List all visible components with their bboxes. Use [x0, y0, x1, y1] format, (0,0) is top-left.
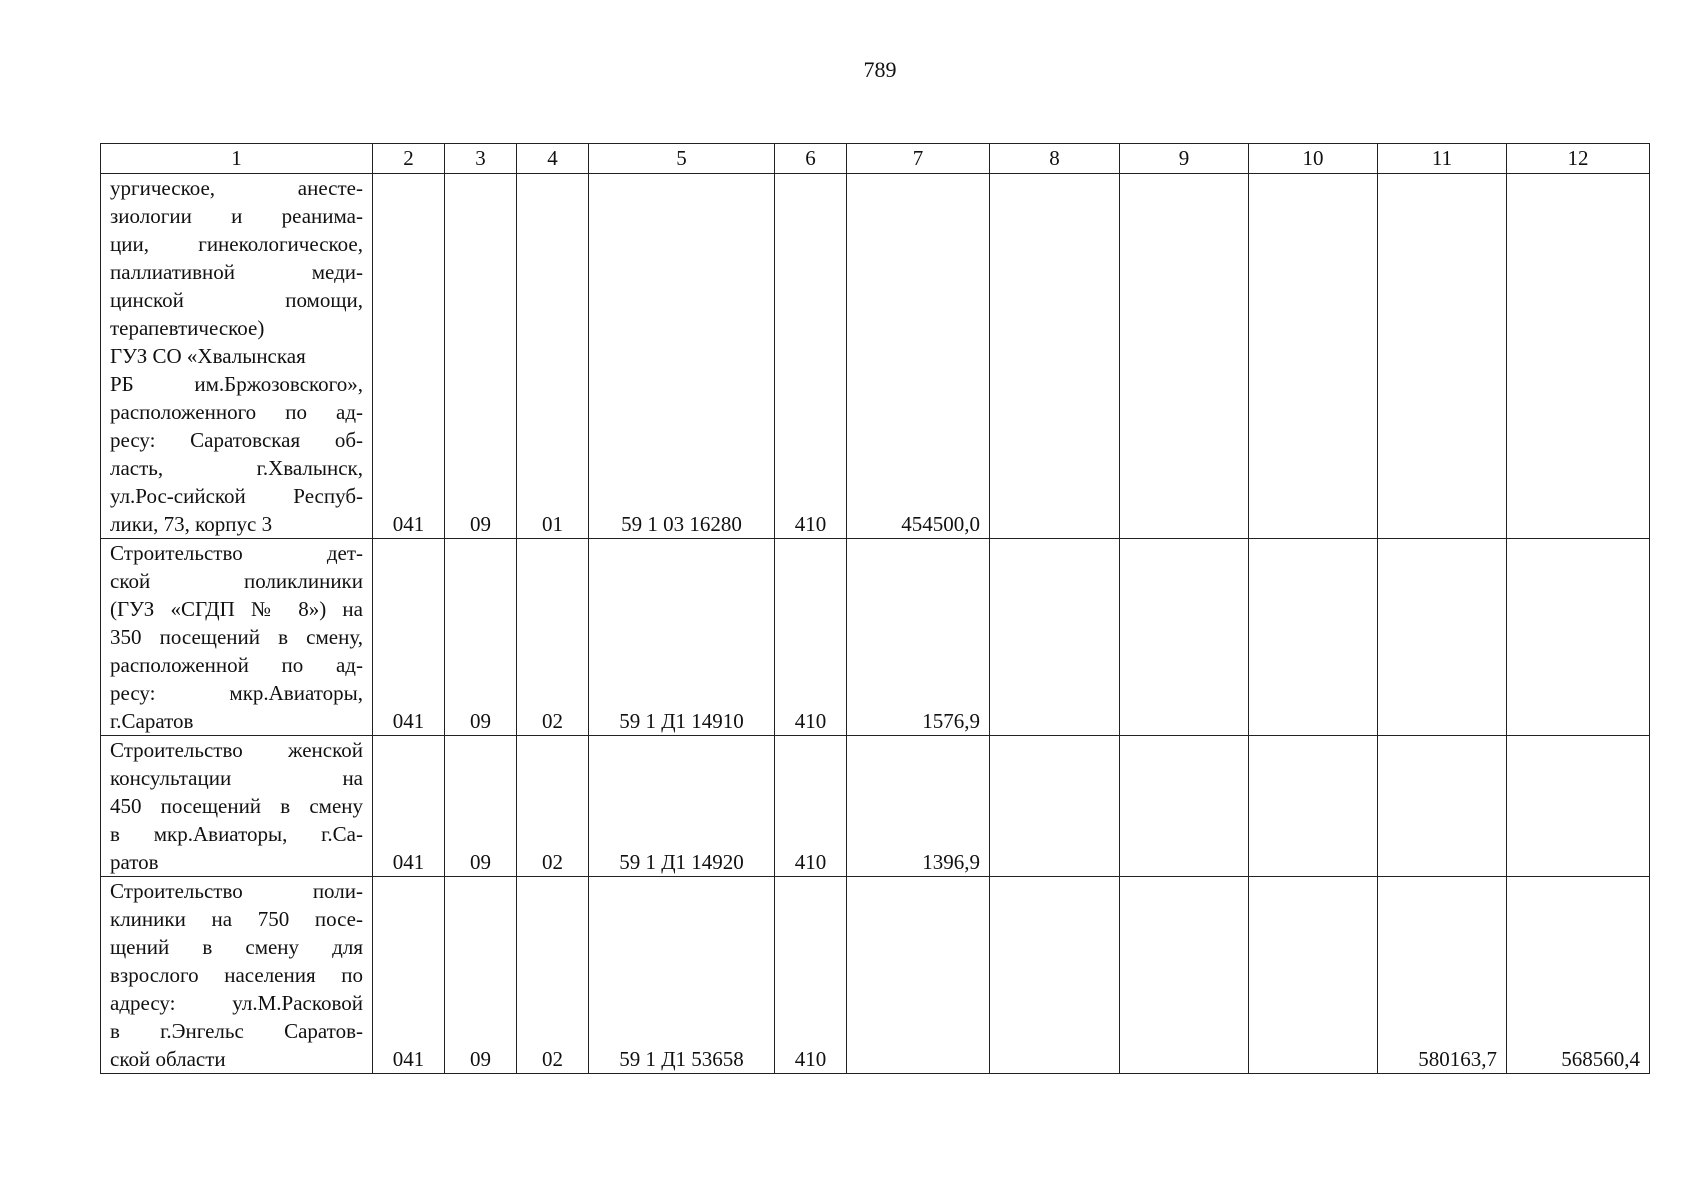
cell-amount-8 — [990, 174, 1120, 539]
cell-subsection: 02 — [517, 539, 589, 736]
column-header: 3 — [445, 144, 517, 174]
column-header: 5 — [589, 144, 775, 174]
cell-amount-10 — [1249, 736, 1378, 877]
cell-amount-11 — [1378, 174, 1507, 539]
cell-ministry-code: 041 — [373, 736, 445, 877]
cell-amount-8 — [990, 877, 1120, 1074]
name-line: зиологии и реанима- — [110, 204, 363, 228]
column-header: 2 — [373, 144, 445, 174]
cell-amount-10 — [1249, 877, 1378, 1074]
column-header: 9 — [1120, 144, 1249, 174]
column-header: 4 — [517, 144, 589, 174]
cell-amount-11 — [1378, 539, 1507, 736]
name-line: в мкр.Авиаторы, г.Са- — [110, 822, 363, 846]
cell-subsection: 01 — [517, 174, 589, 539]
cell-amount-7: 1396,9 — [847, 736, 990, 877]
name-line: клиники на 750 посе- — [110, 907, 363, 931]
cell-expense-type: 410 — [775, 174, 847, 539]
cell-amount-9 — [1120, 174, 1249, 539]
cell-amount-10 — [1249, 539, 1378, 736]
cell-amount-9 — [1120, 539, 1249, 736]
column-header: 8 — [990, 144, 1120, 174]
name-line: ресу: мкр.Авиаторы, — [110, 681, 363, 705]
header-row — [101, 144, 1650, 174]
name-line: ургическое, анесте- — [110, 176, 363, 200]
name-line: расположенного по ад- — [110, 400, 363, 424]
column-header: 1 — [101, 144, 373, 174]
table-row — [101, 539, 1650, 736]
object-name-cell — [101, 174, 373, 539]
name-line: РБ им.Бржозовского», — [110, 372, 363, 396]
object-name-cell — [101, 539, 373, 736]
cell-target-article: 59 1 Д1 14920 — [589, 736, 775, 877]
name-line: (ГУЗ «СГДП № 8») на — [110, 597, 363, 621]
cell-section: 09 — [445, 539, 517, 736]
cell-ministry-code: 041 — [373, 539, 445, 736]
object-name-cell — [101, 877, 373, 1074]
cell-amount-7 — [847, 877, 990, 1074]
name-line: щений в смену для — [110, 935, 363, 959]
cell-amount-12 — [1507, 539, 1650, 736]
cell-section: 09 — [445, 736, 517, 877]
cell-subsection: 02 — [517, 736, 589, 877]
cell-amount-9 — [1120, 877, 1249, 1074]
cell-section: 09 — [445, 877, 517, 1074]
cell-ministry-code: 041 — [373, 174, 445, 539]
name-line: ской поликлиники — [110, 569, 363, 593]
cell-ministry-code: 041 — [373, 877, 445, 1074]
name-line: консультации на — [110, 766, 363, 790]
name-line: цинской помощи, — [110, 288, 363, 312]
name-line: ратов — [110, 850, 159, 874]
cell-target-article: 59 1 Д1 53658 — [589, 877, 775, 1074]
name-line: ресу: Саратовская об- — [110, 428, 363, 452]
name-line: ской области — [110, 1047, 226, 1071]
name-line: ГУЗ СО «Хвалынская — [110, 344, 306, 368]
column-header: 10 — [1249, 144, 1378, 174]
cell-expense-type: 410 — [775, 736, 847, 877]
cell-section: 09 — [445, 174, 517, 539]
column-header: 6 — [775, 144, 847, 174]
name-line: Строительство поли- — [110, 879, 363, 903]
name-line: терапевтическое) — [110, 316, 265, 340]
cell-amount-9 — [1120, 736, 1249, 877]
cell-amount-7: 454500,0 — [847, 174, 990, 539]
cell-expense-type: 410 — [775, 539, 847, 736]
cell-amount-12: 568560,4 — [1507, 877, 1650, 1074]
cell-amount-11: 580163,7 — [1378, 877, 1507, 1074]
cell-amount-8 — [990, 736, 1120, 877]
cell-amount-12 — [1507, 174, 1650, 539]
cell-amount-7: 1576,9 — [847, 539, 990, 736]
name-line: ции, гинекологическое, — [110, 232, 363, 256]
table-row — [101, 877, 1650, 1074]
table-row — [101, 174, 1650, 539]
name-line: Строительство дет- — [110, 541, 363, 565]
name-line: адресу: ул.М.Расковой — [110, 991, 363, 1015]
cell-amount-11 — [1378, 736, 1507, 877]
name-line: в г.Энгельс Саратов- — [110, 1019, 363, 1043]
budget-table — [100, 143, 1650, 1074]
name-line: ласть, г.Хвалынск, — [110, 456, 363, 480]
name-line: 450 посещений в смену — [110, 794, 363, 818]
column-header: 12 — [1507, 144, 1650, 174]
cell-amount-10 — [1249, 174, 1378, 539]
cell-target-article: 59 1 Д1 14910 — [589, 539, 775, 736]
name-line: взрослого населения по — [110, 963, 363, 987]
object-name-cell — [101, 736, 373, 877]
cell-target-article: 59 1 03 16280 — [589, 174, 775, 539]
table-row — [101, 736, 1650, 877]
name-line: лики, 73, корпус 3 — [110, 512, 273, 536]
name-line: ул.Рос-сийской Респуб- — [110, 484, 363, 508]
name-line: паллиативной меди- — [110, 260, 363, 284]
name-line: расположенной по ад- — [110, 653, 363, 677]
name-line: г.Саратов — [110, 709, 194, 733]
cell-amount-12 — [1507, 736, 1650, 877]
cell-amount-8 — [990, 539, 1120, 736]
column-header: 7 — [847, 144, 990, 174]
name-line: Строительство женской — [110, 738, 363, 762]
cell-subsection: 02 — [517, 877, 589, 1074]
column-header: 11 — [1378, 144, 1507, 174]
page-number: 789 — [863, 57, 897, 82]
cell-expense-type: 410 — [775, 877, 847, 1074]
name-line: 350 посещений в смену, — [110, 625, 363, 649]
